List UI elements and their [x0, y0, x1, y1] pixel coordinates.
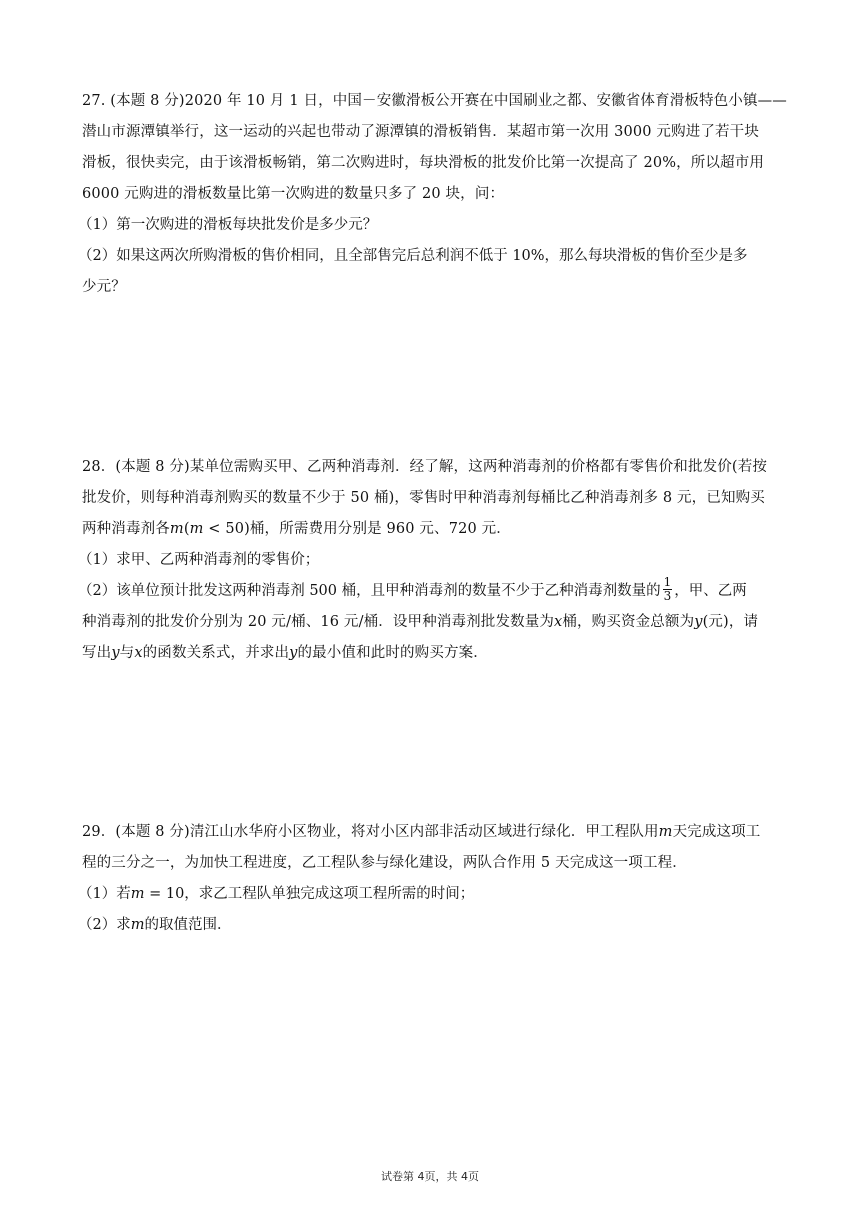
- math-variable-m: m: [130, 886, 145, 902]
- problem-28: [78, 452, 782, 669]
- fraction-one-third: [663, 576, 673, 603]
- text-segment: 桶，购买资金总额为: [562, 614, 695, 630]
- text-segment: （2）求: [78, 917, 131, 933]
- problem-27-line-2: 潜山市源潭镇举行，这一运动的兴起也带动了源潭镇的滑板销售．某超市第一次用 3000 元购进了若干块: [82, 124, 759, 140]
- text-segment: < 50)桶，所需费用分别是 960 元、720 元．: [203, 521, 511, 537]
- problem-27-line-4: 6000 元购进的滑板数量比第一次购进的数量只多了 20 块，问：: [82, 186, 505, 202]
- text-segment: 的取值范围．: [144, 917, 232, 933]
- math-variable-y: y: [289, 645, 298, 661]
- text-segment: 种消毒剂的批发价分别为 20 元/桶、16 元/桶．设甲种消毒剂批发数量为: [82, 614, 555, 630]
- math-variable-y: y: [694, 614, 703, 630]
- fraction-denominator: 3: [663, 588, 672, 603]
- problem-27-question-2-line-2: 少元？: [82, 279, 126, 295]
- math-variable-m: m: [658, 824, 673, 840]
- text-segment: （1）若: [78, 886, 131, 902]
- problem-28-line-3: [82, 514, 782, 545]
- problem-29-question-1: [78, 879, 782, 910]
- problem-28-question-2-line-2: [82, 607, 782, 638]
- math-variable-m: m: [130, 917, 145, 933]
- problem-28-question-2-line-1: [78, 576, 782, 607]
- text-segment: （2）该单位预计批发这两种消毒剂 500 桶，且甲种消毒剂的数量不少于乙种消毒剂数量的: [78, 583, 661, 599]
- problem-29-line-1: [82, 817, 782, 848]
- problem-29-line-2: 程的三分之一，为加快工程进度，乙工程队参与绿化建设，两队合作用 5 天完成这一项工程．: [82, 855, 687, 871]
- page-footer: 试卷第 4页，共 4页: [381, 1170, 479, 1183]
- problem-27-question-2-line-1: （2）如果这两次所购滑板的售价相同，且全部售完后总利润不低于 10%，那么每块滑板的售价至少是多: [78, 248, 748, 264]
- text-segment: (元)，请: [702, 614, 759, 630]
- problem-28-line-2: 批发价，则每种消毒剂购买的数量不少于 50 桶)，零售时甲种消毒剂每桶比乙种消毒剂多 8 元，已知购买: [82, 490, 765, 506]
- text-segment: 的最小值和此时的购买方案．: [297, 645, 488, 661]
- text-segment: 天完成这项工: [672, 824, 761, 840]
- text-segment: = 10，求乙工程队单独完成这项工程所需的时间；: [144, 886, 475, 902]
- text-segment: 29．(本题 8 分)清江山水华府小区物业，将对小区内部非活动区域进行绿化．甲工程队用: [82, 824, 659, 840]
- problem-29: [78, 817, 782, 941]
- math-variable-m: m: [189, 521, 204, 537]
- math-variable-x: x: [134, 645, 143, 661]
- problem-28-question-2-line-3: [82, 638, 782, 669]
- problem-28-question-1: （1）求甲、乙两种消毒剂的零售价；: [78, 552, 320, 568]
- text-segment: 两种消毒剂各: [82, 521, 170, 537]
- text-segment: 写出: [82, 645, 112, 661]
- text-segment: ，甲、乙两: [674, 583, 747, 599]
- text-segment: (: [183, 521, 190, 537]
- text-segment: 的函数关系式，并求出: [142, 645, 290, 661]
- math-variable-m: m: [169, 521, 184, 537]
- math-variable-y: y: [111, 645, 120, 661]
- problem-27-question-1: （1）第一次购进的滑板每块批发价是多少元？: [78, 217, 378, 233]
- text-segment: 与: [119, 645, 135, 661]
- math-variable-x: x: [554, 614, 563, 630]
- fraction-numerator: 1: [663, 574, 672, 589]
- problem-27-line-3: 滑板，很快卖完，由于该滑板畅销，第二次购进时，每块滑板的批发价比第一次提高了 20%，所以超市用: [82, 155, 765, 171]
- problem-27-line-1: 27. (本题 8 分)2020 年 10 月 1 日，中国－安徽滑板公开赛在中国刷业之都、安徽省体育滑板特色小镇——: [82, 93, 787, 109]
- problem-28-line-1: 28．(本题 8 分)某单位需购买甲、乙两种消毒剂．经了解，这两种消毒剂的价格都有零售价和批发价(若按: [82, 459, 768, 475]
- problem-27: [78, 86, 787, 303]
- problem-29-question-2: [78, 910, 782, 941]
